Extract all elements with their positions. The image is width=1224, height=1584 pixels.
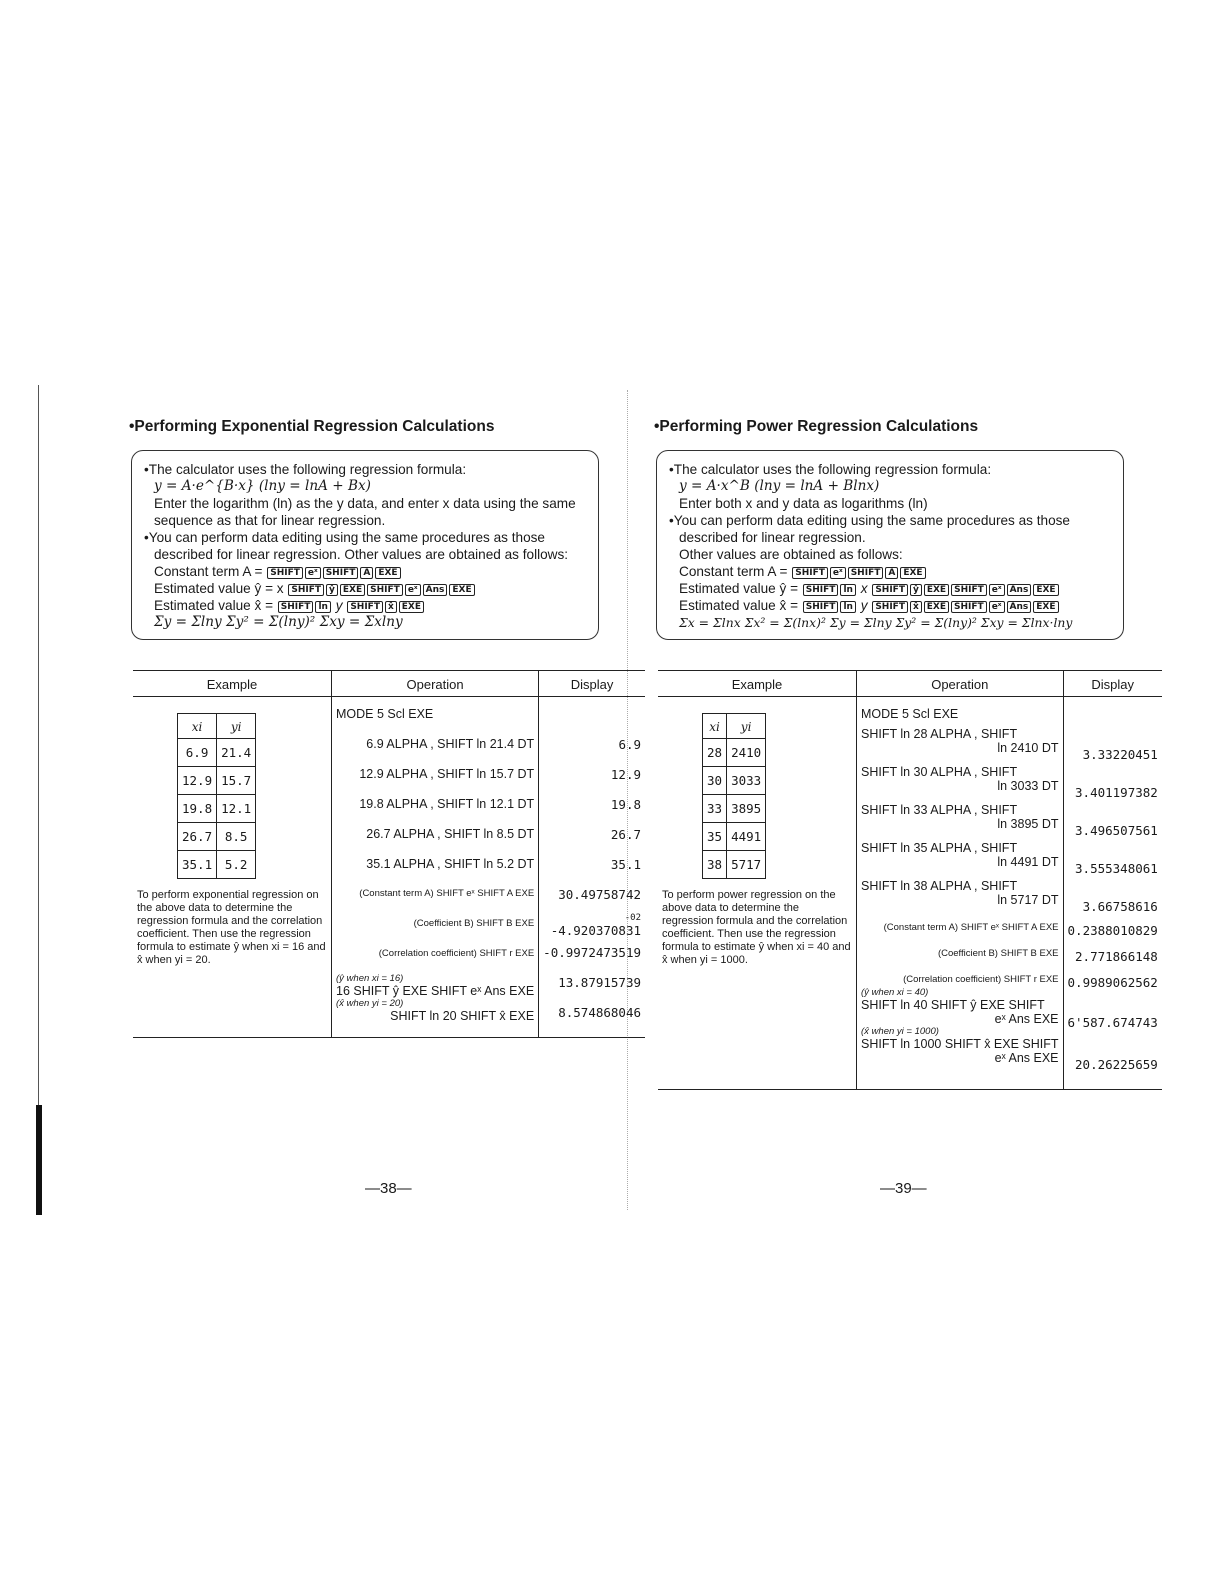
key-sequence: eˣ Ans EXE bbox=[994, 1012, 1059, 1026]
box-line: •The calculator uses the following regression formula: bbox=[669, 462, 992, 477]
display-value: 3.66758616 bbox=[1082, 899, 1158, 914]
cell: 15.7 bbox=[217, 767, 256, 795]
box-label: Estimated value ŷ = x bbox=[154, 581, 284, 596]
box-label: Constant term A = bbox=[154, 564, 263, 579]
header-example: Example bbox=[658, 671, 857, 697]
header-operation: Operation bbox=[857, 671, 1064, 697]
table-row bbox=[178, 851, 256, 879]
key-sequence: (Constant term A) SHIFT eˣ SHIFT A EXE bbox=[359, 888, 535, 899]
cell: 5.2 bbox=[217, 851, 256, 879]
display-value: 12.9 bbox=[610, 767, 642, 782]
box-line: sequence as that for linear regression. bbox=[154, 513, 386, 528]
display-value: 13.87915739 bbox=[558, 975, 642, 990]
table-row bbox=[703, 767, 766, 795]
example-description: To perform exponential regression on the above data to determine the regression formula and the correlation coefficient. Then use the regression formula to estimate ŷ when xi = 16 and x̂ when yi = 20. bbox=[137, 889, 326, 966]
box-line: Other values are obtained as follows: bbox=[679, 547, 903, 562]
page-title: •Performing Exponential Regression Calculations bbox=[129, 418, 495, 435]
constant-term-line: Constant term A = SHIFT eˣ SHIFT A EXE bbox=[669, 563, 1111, 580]
table-row bbox=[178, 795, 256, 823]
key-sequence: SHIFT ln 30 ALPHA , SHIFT bbox=[861, 765, 1018, 779]
display-value: 0.9989062562 bbox=[1067, 975, 1158, 990]
key-sequence: SHIFT ln 38 ALPHA , SHIFT bbox=[861, 879, 1018, 893]
page-number: —39— bbox=[880, 1180, 927, 1197]
display-value: 3.496507561 bbox=[1075, 823, 1158, 838]
key-sequence: 6.9 ALPHA , SHIFT ln 21.4 DT bbox=[366, 737, 535, 751]
formula: y = A·e^{B·x} (lny = lnA + Bx) bbox=[154, 478, 371, 494]
constant-term-line: Constant term A = SHIFT eˣ SHIFT A EXE bbox=[144, 563, 586, 580]
box-label: Estimated value ŷ = bbox=[679, 581, 799, 596]
table-row bbox=[703, 739, 766, 767]
cell: 6.9 bbox=[178, 739, 217, 767]
display-value: 0.2388010829 bbox=[1067, 923, 1158, 938]
table-row bbox=[178, 823, 256, 851]
display-value: 2.771866148 bbox=[1075, 949, 1158, 964]
estimated-y-line: Estimated value ŷ = SHIFT ln x SHIFT ŷ EXE SHIFT eˣ Ans EXE bbox=[669, 580, 1111, 597]
example-table bbox=[133, 670, 645, 1038]
spacer bbox=[1068, 703, 1158, 743]
key-sequence: 19.8 ALPHA , SHIFT ln 12.1 DT bbox=[359, 797, 535, 811]
key-sequence: (Correlation coefficient) SHIFT r EXE bbox=[903, 974, 1059, 985]
key-sequence: ln 3033 DT bbox=[997, 779, 1059, 793]
cell: 28 bbox=[703, 739, 727, 767]
operation-cell bbox=[857, 697, 1064, 1090]
key-sequence: SHIFT ln 35 ALPHA , SHIFT bbox=[861, 841, 1018, 855]
key-sequence: eˣ Ans EXE bbox=[994, 1051, 1059, 1065]
display-value: -4.920370831 bbox=[550, 923, 642, 938]
table-row bbox=[178, 767, 256, 795]
header-example: Example bbox=[133, 671, 332, 697]
page-title: •Performing Power Regression Calculations bbox=[654, 418, 979, 435]
cell: 4491 bbox=[727, 823, 766, 851]
cell: 35.1 bbox=[178, 851, 217, 879]
table-row bbox=[703, 823, 766, 851]
key-sequence: SHIFT ln 20 SHIFT x̂ EXE bbox=[390, 1009, 535, 1023]
cell: 3895 bbox=[727, 795, 766, 823]
cell: 19.8 bbox=[178, 795, 217, 823]
key-sequence: (Coefficient B) SHIFT B EXE bbox=[413, 918, 535, 929]
estimated-x-line: Estimated value x̂ = SHIFT ln y SHIFT x̂ EXE bbox=[144, 597, 586, 614]
note: (x̂ when yi = 20) bbox=[336, 998, 404, 1009]
cell: 38 bbox=[703, 851, 727, 879]
example-description: To perform power regression on the above data to determine the regression formula and the correlation coefficient. Then use the regression formula to estimate ŷ when xi = 40 and x̂ when yi = 1000. bbox=[662, 889, 851, 966]
example-cell bbox=[658, 697, 857, 1090]
key-sequence: ln 4491 DT bbox=[997, 855, 1059, 869]
col-yi: yi bbox=[217, 714, 256, 739]
cell: 30 bbox=[703, 767, 727, 795]
formula: y = A·x^B (lny = lnA + Blnx) bbox=[679, 478, 880, 494]
note: (x̂ when yi = 1000) bbox=[861, 1026, 939, 1037]
box-line: •You can perform data editing using the same procedures as those bbox=[144, 530, 545, 545]
col-xi: xi bbox=[178, 714, 217, 739]
sum-formulas: Σx = Σlnx Σx² = Σ(lnx)² Σy = Σlny Σy² = Σ(lny)² Σxy = Σlnx·lny bbox=[679, 615, 1073, 630]
page-39 bbox=[650, 400, 1158, 1220]
header-display: Display bbox=[1063, 671, 1162, 697]
cell: 26.7 bbox=[178, 823, 217, 851]
display-cell bbox=[539, 697, 645, 1038]
key-sequence: SHIFT ln 1000 SHIFT x̂ EXE SHIFT bbox=[861, 1037, 1059, 1051]
display-value: 6.9 bbox=[618, 737, 642, 752]
key-sequence: 12.9 ALPHA , SHIFT ln 15.7 DT bbox=[359, 767, 535, 781]
header-display: Display bbox=[539, 671, 645, 697]
display-value: 6'587.674743 bbox=[1067, 1015, 1158, 1030]
key-sequence: ln 5717 DT bbox=[997, 893, 1059, 907]
sum-formulas: Σy = Σlny Σy² = Σ(lny)² Σxy = Σxlny bbox=[154, 614, 403, 630]
key-sequence: (Correlation coefficient) SHIFT r EXE bbox=[378, 948, 535, 959]
display-value: -0.9972473519 bbox=[543, 945, 642, 960]
key-sequence: ln 3895 DT bbox=[997, 817, 1059, 831]
example-table bbox=[658, 670, 1162, 1090]
box-line: described for linear regression. bbox=[679, 530, 866, 545]
cell: 2410 bbox=[727, 739, 766, 767]
formula-box bbox=[131, 450, 599, 640]
data-table bbox=[702, 713, 766, 879]
operation-cell bbox=[332, 697, 539, 1038]
cell: 33 bbox=[703, 795, 727, 823]
cell: 5717 bbox=[727, 851, 766, 879]
box-label: Estimated value x̂ = bbox=[154, 598, 274, 613]
display-exponent: -02 bbox=[624, 913, 642, 923]
cell: 3033 bbox=[727, 767, 766, 795]
page-38 bbox=[125, 400, 642, 1220]
page-number: —38— bbox=[365, 1180, 412, 1197]
estimated-y-line: Estimated value ŷ = x SHIFT ŷ EXE SHIFT eˣ Ans EXE bbox=[144, 580, 586, 597]
cell: 12.9 bbox=[178, 767, 217, 795]
col-xi: xi bbox=[703, 714, 727, 739]
display-value: 26.7 bbox=[610, 827, 642, 842]
cell: 8.5 bbox=[217, 823, 256, 851]
key-sequence: 35.1 ALPHA , SHIFT ln 5.2 DT bbox=[366, 857, 535, 871]
cell: 35 bbox=[703, 823, 727, 851]
display-value: 3.555348061 bbox=[1075, 861, 1158, 876]
box-line: Enter both x and y data as logarithms (ln) bbox=[679, 496, 928, 511]
key-sequence: 16 SHIFT ŷ EXE SHIFT eˣ Ans EXE bbox=[336, 984, 535, 998]
formula-box bbox=[656, 450, 1124, 640]
key-sequence: SHIFT ln 40 SHIFT ŷ EXE SHIFT bbox=[861, 998, 1045, 1012]
key-sequence: (Coefficient B) SHIFT B EXE bbox=[937, 948, 1059, 959]
cell: 21.4 bbox=[217, 739, 256, 767]
display-value: 30.49758742 bbox=[558, 887, 642, 902]
key-sequence: 26.7 ALPHA , SHIFT ln 8.5 DT bbox=[366, 827, 535, 841]
spacer bbox=[543, 703, 641, 733]
key-sequence: ln 2410 DT bbox=[997, 741, 1059, 755]
example-cell bbox=[133, 697, 332, 1038]
col-yi: yi bbox=[727, 714, 766, 739]
data-table bbox=[177, 713, 256, 879]
display-value: 3.33220451 bbox=[1082, 747, 1158, 762]
key-sequence: MODE 5 Scl EXE bbox=[861, 707, 959, 721]
table-row bbox=[703, 795, 766, 823]
box-line: •The calculator uses the following regression formula: bbox=[144, 462, 467, 477]
box-line: Enter the logarithm (ln) as the y data, and enter x data using the same bbox=[154, 496, 576, 511]
table-row bbox=[178, 739, 256, 767]
key-sequence: (Constant term A) SHIFT eˣ SHIFT A EXE bbox=[883, 922, 1059, 933]
note: (ŷ when xi = 16) bbox=[336, 973, 404, 984]
estimated-x-line: Estimated value x̂ = SHIFT ln y SHIFT x̂ EXE SHIFT eˣ Ans EXE bbox=[669, 597, 1111, 614]
display-value: 8.574868046 bbox=[558, 1005, 642, 1020]
cell: 12.1 bbox=[217, 795, 256, 823]
display-value: 3.401197382 bbox=[1075, 785, 1158, 800]
box-label: Constant term A = bbox=[679, 564, 788, 579]
key-sequence: SHIFT ln 28 ALPHA , SHIFT bbox=[861, 727, 1018, 741]
display-value: 19.8 bbox=[610, 797, 642, 812]
header-operation: Operation bbox=[332, 671, 539, 697]
box-line: •You can perform data editing using the same procedures as those bbox=[669, 513, 1070, 528]
table-row bbox=[703, 851, 766, 879]
display-value: 35.1 bbox=[610, 857, 642, 872]
display-value: 20.26225659 bbox=[1075, 1057, 1158, 1072]
key-sequence: MODE 5 Scl EXE bbox=[336, 707, 434, 721]
box-label: Estimated value x̂ = bbox=[679, 598, 799, 613]
key-sequence: SHIFT ln 33 ALPHA , SHIFT bbox=[861, 803, 1018, 817]
scan-edge bbox=[36, 385, 44, 1215]
box-line: described for linear regression. Other values are obtained as follows: bbox=[154, 547, 569, 562]
note: (ŷ when xi = 40) bbox=[861, 987, 929, 998]
display-cell bbox=[1063, 697, 1162, 1090]
